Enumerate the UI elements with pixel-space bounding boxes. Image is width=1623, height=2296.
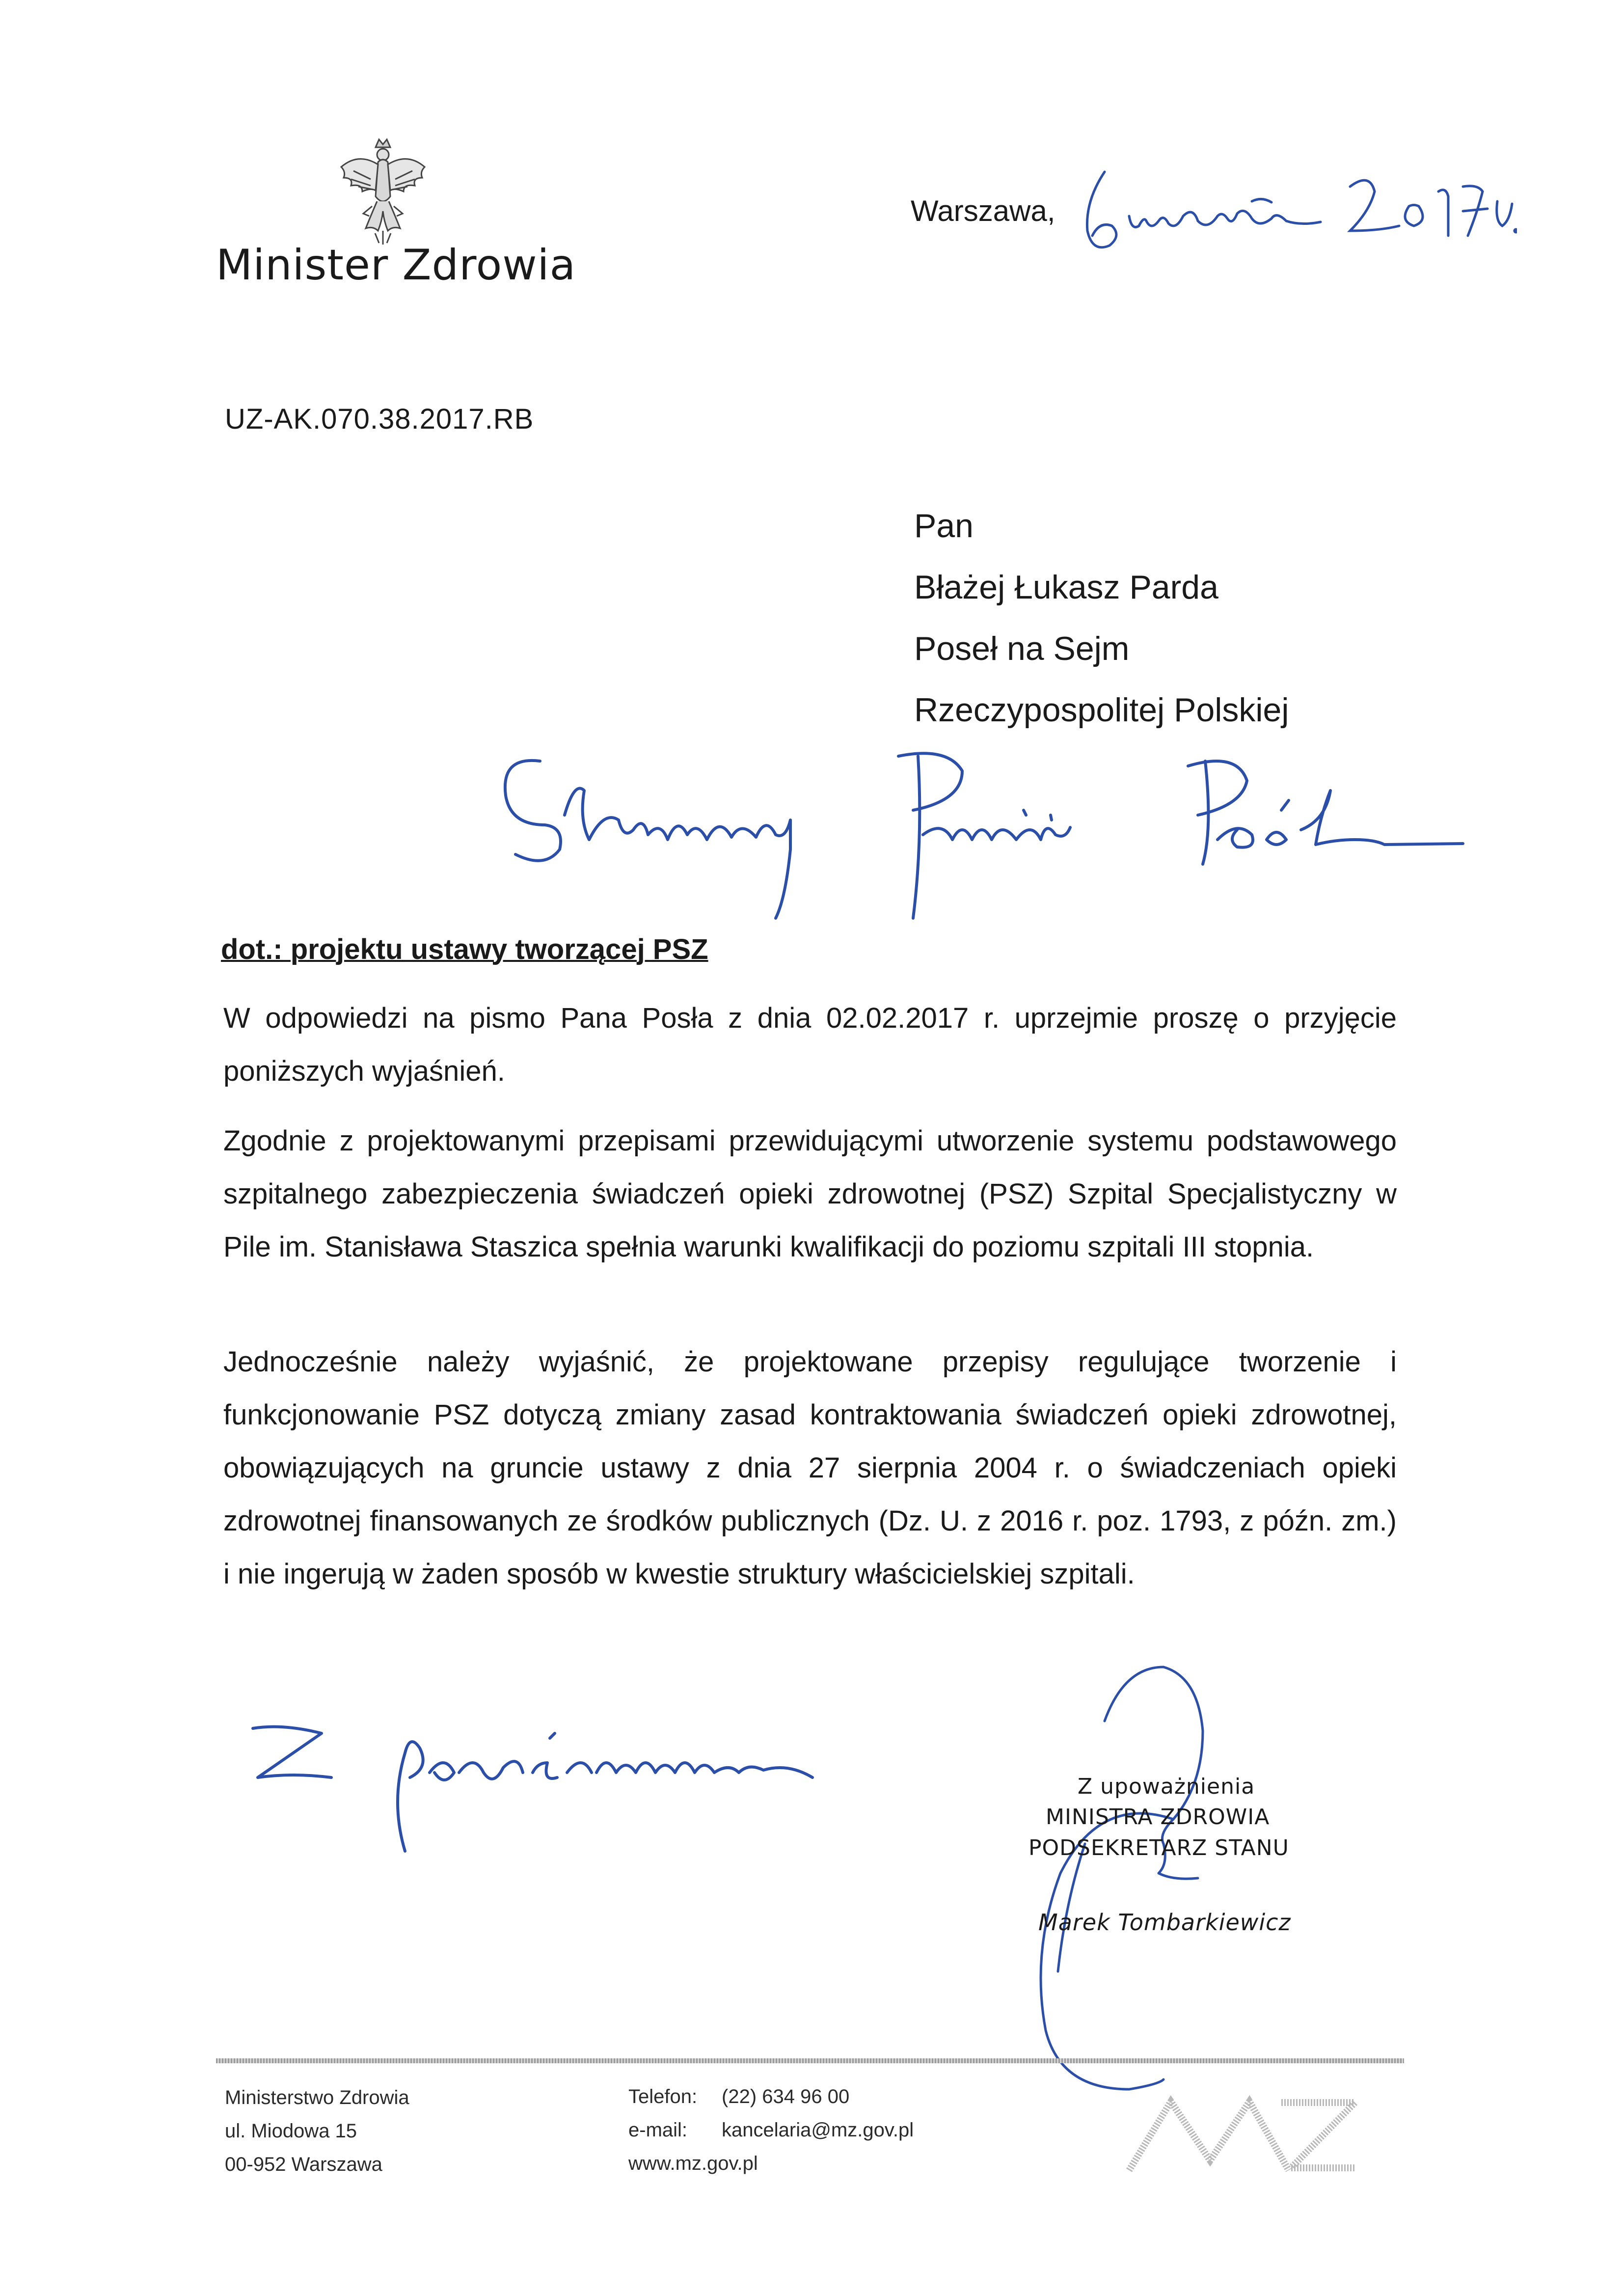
footer-email: kancelaria@mz.gov.pl	[722, 2119, 914, 2141]
body-paragraph-3: Jednocześnie należy wyjaśnić, że projektowane przepisy regulujące tworzenie i funkcjonowanie PSZ dotyczą zmiany zasad kontraktowania świadczeń opieki zdrowotnej, obowiązujących na gruncie ustawy z dnia 27 sierpnia 2004 r. o świadczeniach opieki zdrowotnej finansowanych ze środków publicznych (Dz. U. z 2016 r. poz. 1793, z późn. zm.) i nie ingerują w żaden sposób w kwestie struktury właścicielskiej szpitali.	[223, 1346, 1397, 1590]
polish-eagle-emblem-icon	[324, 133, 442, 250]
addressee-line-2: Błażej Łukasz Parda	[914, 569, 1218, 606]
body-paragraph-2: Zgodnie z projektowanymi przepisami przewidującymi utworzenie systemu podstawowego szpitalnego zabezpieczenia świadczeń opieki zdrowotnej (PSZ) Szpital Specjalistyczny w Pile im. Stanisława Staszica spełnia warunki kwalifikacji do poziomu szpitali III stopnia.	[223, 1125, 1397, 1263]
footer-email-label: e-mail:	[628, 2119, 688, 2141]
signature-minister: MINISTRA ZDROWIA	[1046, 1804, 1270, 1830]
letter-place: Warszawa,	[911, 194, 1055, 227]
addressee-line-1: Pan	[914, 507, 974, 545]
addressee-line-3: Poseł na Sejm	[914, 630, 1130, 667]
mz-logo-icon	[1124, 2092, 1360, 2175]
footer-phone-label: Telefon:	[628, 2086, 698, 2107]
handwritten-closing	[243, 1704, 881, 1871]
footer-phone: (22) 634 96 00	[722, 2086, 850, 2107]
addressee-line-4: Rzeczypospolitej Polskiej	[914, 691, 1289, 729]
signatory-name: Marek Tombarkiewicz	[1038, 1909, 1291, 1936]
handwritten-date	[1075, 157, 1517, 270]
signature-title: PODSEKRETARZ STANU	[1028, 1835, 1289, 1860]
signature-authorization: Z upoważnienia	[1078, 1774, 1255, 1799]
reference-number: UZ-AK.070.38.2017.RB	[225, 403, 534, 435]
signature-flourish	[1001, 1657, 1316, 2099]
footer-divider	[216, 2058, 1404, 2063]
body-paragraph-1: W odpowiedzi na pismo Pana Posła z dnia 02.02.2017 r. uprzejmie proszę o przyjęcie poniższych wyjaśnień.	[223, 1002, 1397, 1087]
footer-org: Ministerstwo Zdrowia	[225, 2087, 409, 2108]
letter-subject: dot.: projektu ustawy tworzącej PSZ	[221, 933, 708, 965]
footer-website: www.mz.gov.pl	[628, 2153, 758, 2174]
footer-street: ul. Miodowa 15	[225, 2120, 357, 2142]
organization-name: Minister Zdrowia	[216, 241, 576, 290]
handwritten-salutation	[491, 741, 1473, 938]
footer-city: 00-952 Warszawa	[225, 2154, 382, 2175]
